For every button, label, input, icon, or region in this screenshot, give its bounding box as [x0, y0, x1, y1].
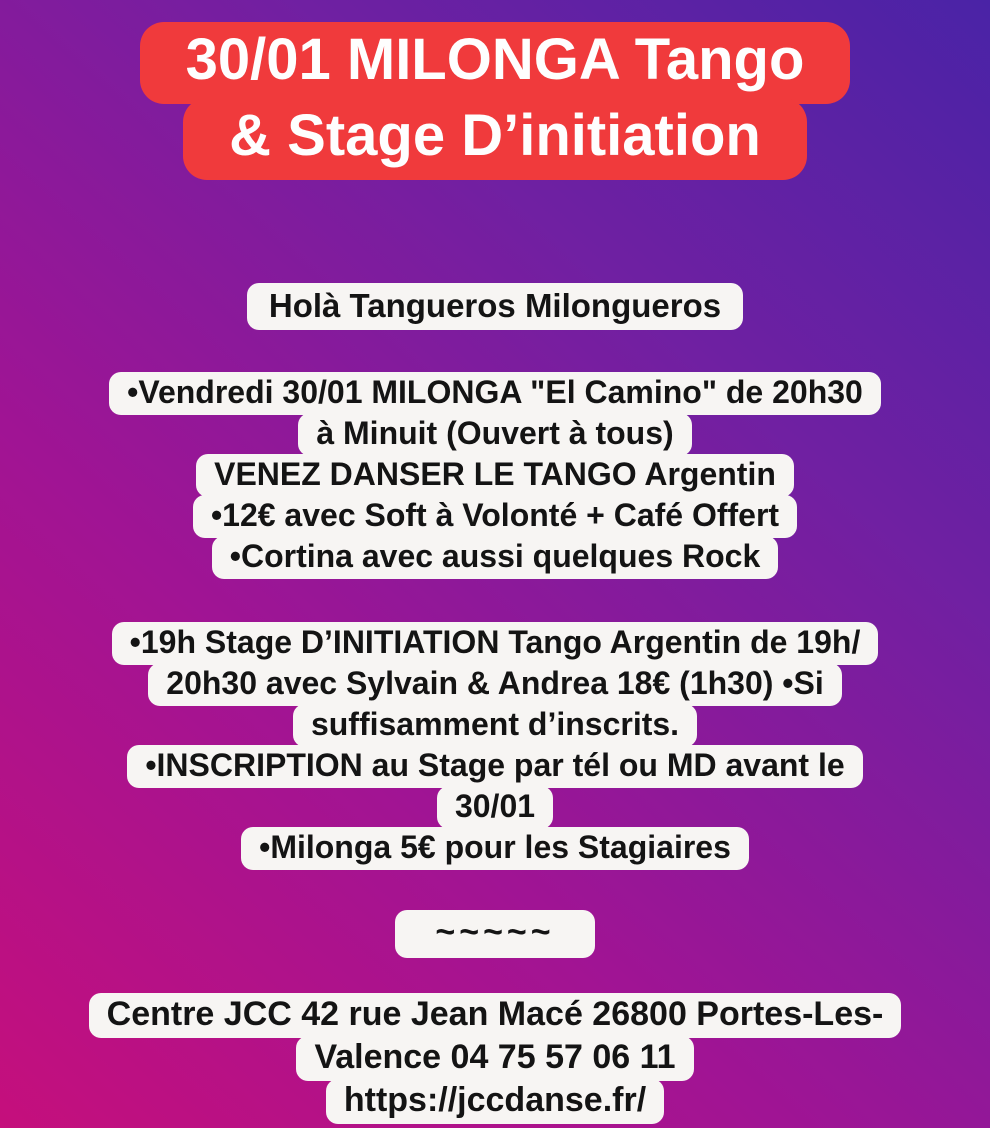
- stage-line: [0, 786, 990, 829]
- stage-line: [0, 827, 990, 870]
- title-banner: [0, 22, 990, 180]
- separator-block: [0, 910, 990, 958]
- venue-address-text: Centre JCC 42 rue Jean Macé 26800 Portes-Les-: [89, 993, 902, 1038]
- venue-phone-text: Valence 04 75 57 06 11: [296, 1036, 693, 1081]
- title-text-line-1: 30/01 MILONGA Tango: [140, 22, 851, 104]
- milonga-slogan-text: VENEZ DANSER LE TANGO Argentin: [196, 454, 794, 497]
- title-line-1: [0, 22, 990, 104]
- venue-line: [0, 993, 990, 1038]
- stage-line: [0, 622, 990, 665]
- greeting-text: Holà Tangueros Milongueros: [247, 283, 743, 330]
- stage-condition-text: suffisamment d’inscrits.: [293, 704, 697, 747]
- stage-discount-text: •Milonga 5€ pour les Stagiaires: [241, 827, 749, 870]
- venue-line: [0, 1079, 990, 1124]
- title-line-2: [0, 98, 990, 180]
- separator-line: [0, 910, 990, 958]
- milonga-info-block: [0, 372, 990, 579]
- milonga-line: [0, 495, 990, 538]
- stage-line: [0, 745, 990, 788]
- title-text-line-2: & Stage D’initiation: [183, 98, 807, 180]
- stage-line: [0, 704, 990, 747]
- stage-deadline-text: 30/01: [437, 786, 553, 829]
- stage-teachers-text: 20h30 avec Sylvain & Andrea 18€ (1h30) •Si: [148, 663, 841, 706]
- milonga-line: [0, 536, 990, 579]
- separator-text: ~~~~~: [395, 910, 594, 958]
- milonga-line: [0, 454, 990, 497]
- milonga-line: [0, 413, 990, 456]
- milonga-hours-text: à Minuit (Ouvert à tous): [298, 413, 691, 456]
- greeting-line: [0, 283, 990, 330]
- milonga-price-text: •12€ avec Soft à Volonté + Café Offert: [193, 495, 797, 538]
- stage-line: [0, 663, 990, 706]
- venue-line: [0, 1036, 990, 1081]
- milonga-line: [0, 372, 990, 415]
- stage-info-block: [0, 622, 990, 870]
- venue-block: [0, 993, 990, 1124]
- stage-title-text: •19h Stage D’INITIATION Tango Argentin de 19h/: [112, 622, 879, 665]
- milonga-music-text: •Cortina avec aussi quelques Rock: [212, 536, 779, 579]
- milonga-date-text: •Vendredi 30/01 MILONGA "El Camino" de 20h30: [109, 372, 881, 415]
- website-url: https://jccdanse.fr/: [326, 1079, 664, 1124]
- greeting-block: [0, 283, 990, 330]
- stage-registration-text: •INSCRIPTION au Stage par tél ou MD avant le: [127, 745, 862, 788]
